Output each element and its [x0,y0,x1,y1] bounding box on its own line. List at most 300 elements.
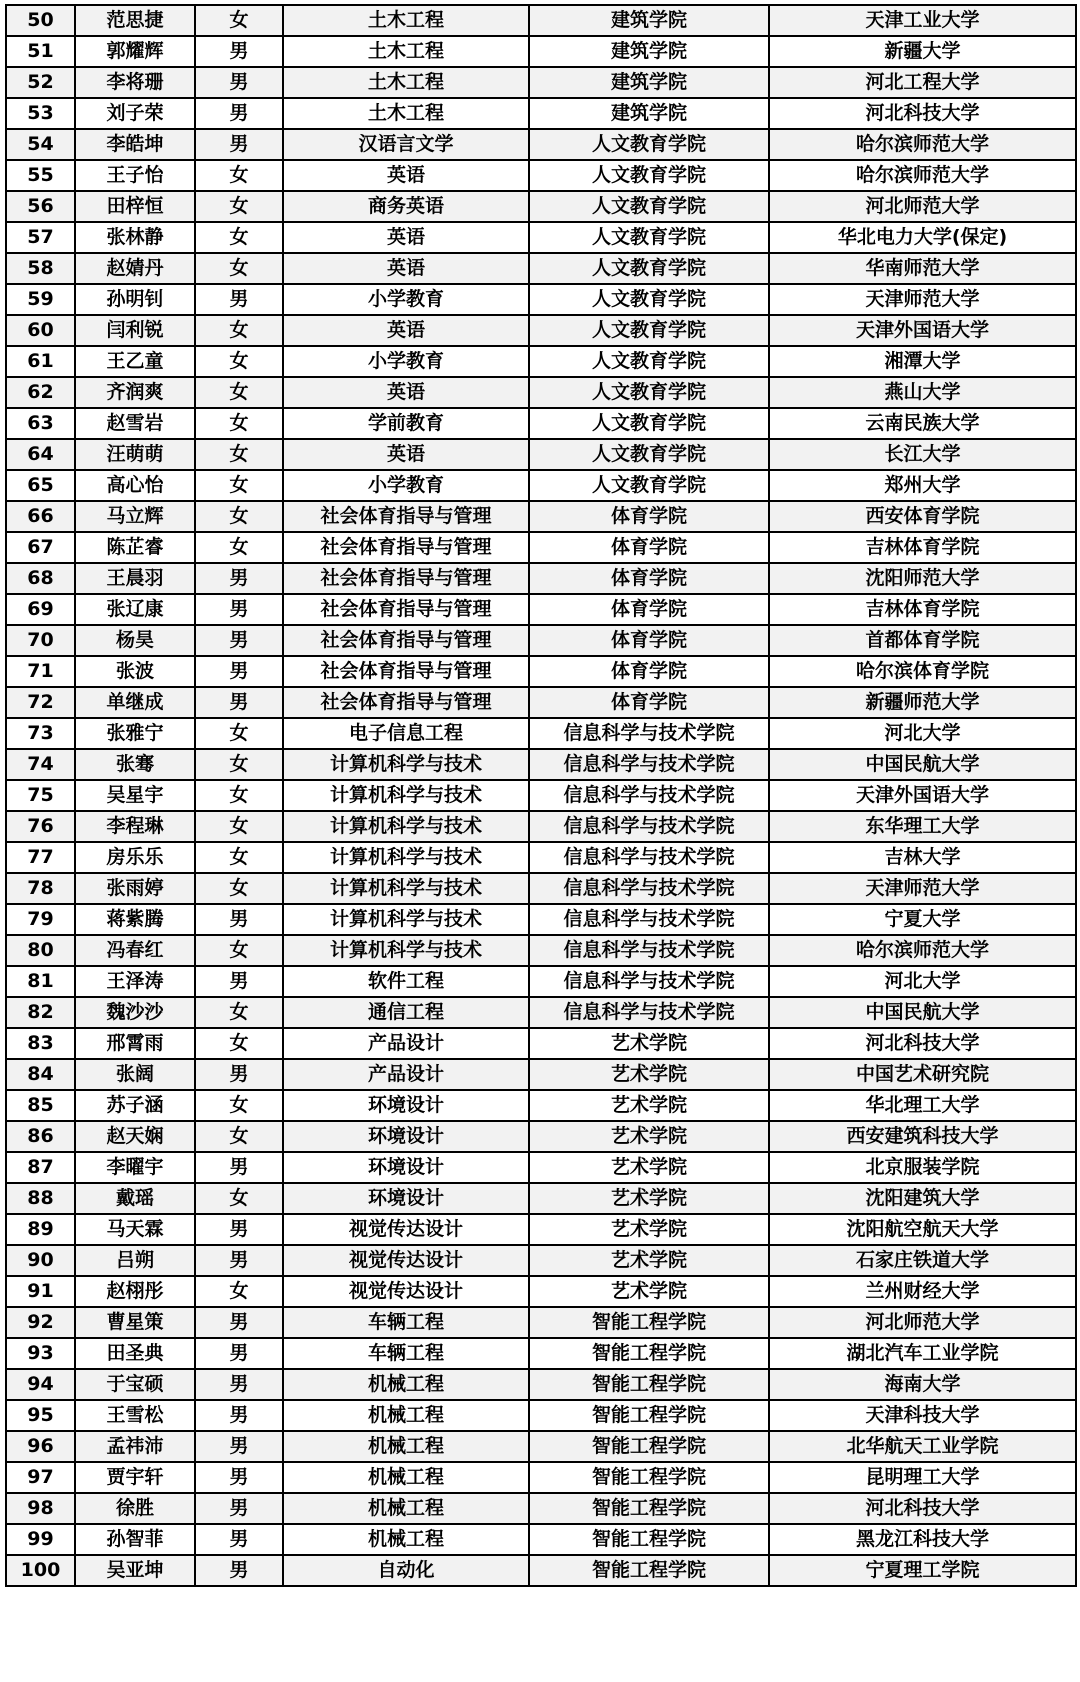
row-number-cell: 87 [6,1152,75,1183]
row-number-cell: 97 [6,1462,75,1493]
gender-cell: 男 [195,129,283,160]
college-cell: 建筑学院 [529,98,769,129]
college-cell: 信息科学与技术学院 [529,873,769,904]
gender-cell: 男 [195,904,283,935]
row-number-cell: 94 [6,1369,75,1400]
gender-cell: 女 [195,377,283,408]
student-name-cell: 王雪松 [75,1400,195,1431]
college-cell: 信息科学与技术学院 [529,780,769,811]
admitted-school-cell: 中国民航大学 [769,997,1076,1028]
student-name-cell: 张雨婷 [75,873,195,904]
college-cell: 人文教育学院 [529,470,769,501]
row-number-cell: 71 [6,656,75,687]
student-name-cell: 吕朔 [75,1245,195,1276]
row-number-cell: 50 [6,5,75,36]
admitted-school-cell: 宁夏理工学院 [769,1555,1076,1586]
admitted-school-cell: 石家庄铁道大学 [769,1245,1076,1276]
row-number-cell: 99 [6,1524,75,1555]
admitted-school-cell: 吉林体育学院 [769,532,1076,563]
major-cell: 产品设计 [283,1028,529,1059]
college-cell: 人文教育学院 [529,191,769,222]
college-cell: 建筑学院 [529,5,769,36]
college-cell: 智能工程学院 [529,1369,769,1400]
major-cell: 小学教育 [283,346,529,377]
gender-cell: 男 [195,1369,283,1400]
major-cell: 社会体育指导与管理 [283,687,529,718]
student-name-cell: 高心怡 [75,470,195,501]
student-name-cell: 冯春红 [75,935,195,966]
major-cell: 计算机科学与技术 [283,935,529,966]
student-name-cell: 张骞 [75,749,195,780]
major-cell: 商务英语 [283,191,529,222]
admitted-school-cell: 海南大学 [769,1369,1076,1400]
college-cell: 信息科学与技术学院 [529,904,769,935]
college-cell: 体育学院 [529,687,769,718]
table-row [6,563,1076,594]
student-name-cell: 赵天娴 [75,1121,195,1152]
gender-cell: 女 [195,501,283,532]
gender-cell: 女 [195,408,283,439]
student-name-cell: 王泽涛 [75,966,195,997]
college-cell: 智能工程学院 [529,1400,769,1431]
table-row [6,904,1076,935]
admitted-school-cell: 湖北汽车工业学院 [769,1338,1076,1369]
major-cell: 小学教育 [283,470,529,501]
gender-cell: 女 [195,222,283,253]
table-row [6,1090,1076,1121]
table-row [6,966,1076,997]
row-number-cell: 100 [6,1555,75,1586]
college-cell: 智能工程学院 [529,1462,769,1493]
row-number-cell: 82 [6,997,75,1028]
admitted-school-cell: 吉林体育学院 [769,594,1076,625]
major-cell: 计算机科学与技术 [283,873,529,904]
major-cell: 英语 [283,377,529,408]
row-number-cell: 79 [6,904,75,935]
row-number-cell: 80 [6,935,75,966]
student-name-cell: 于宝硕 [75,1369,195,1400]
major-cell: 自动化 [283,1555,529,1586]
admitted-school-cell: 河北大学 [769,966,1076,997]
table-row [6,1152,1076,1183]
student-name-cell: 张林静 [75,222,195,253]
major-cell: 社会体育指导与管理 [283,625,529,656]
admitted-school-cell: 河北科技大学 [769,98,1076,129]
admitted-school-cell: 河北科技大学 [769,1493,1076,1524]
major-cell: 社会体育指导与管理 [283,656,529,687]
major-cell: 环境设计 [283,1183,529,1214]
admitted-school-cell: 昆明理工大学 [769,1462,1076,1493]
gender-cell: 男 [195,67,283,98]
student-name-cell: 孙明钊 [75,284,195,315]
gender-cell: 女 [195,1028,283,1059]
gender-cell: 女 [195,1090,283,1121]
admitted-school-cell: 哈尔滨体育学院 [769,656,1076,687]
student-name-cell: 李程琳 [75,811,195,842]
student-name-cell: 汪萌萌 [75,439,195,470]
college-cell: 体育学院 [529,501,769,532]
admitted-school-cell: 北京服装学院 [769,1152,1076,1183]
student-name-cell: 吴亚坤 [75,1555,195,1586]
college-cell: 艺术学院 [529,1183,769,1214]
major-cell: 通信工程 [283,997,529,1028]
student-name-cell: 曹星策 [75,1307,195,1338]
admitted-school-cell: 哈尔滨师范大学 [769,129,1076,160]
college-cell: 艺术学院 [529,1121,769,1152]
row-number-cell: 77 [6,842,75,873]
row-number-cell: 57 [6,222,75,253]
table-row [6,1121,1076,1152]
admitted-school-cell: 天津外国语大学 [769,780,1076,811]
major-cell: 环境设计 [283,1152,529,1183]
table-row [6,1524,1076,1555]
table-row [6,1555,1076,1586]
major-cell: 机械工程 [283,1400,529,1431]
table-row [6,346,1076,377]
table-row [6,1431,1076,1462]
table-row [6,749,1076,780]
student-name-cell: 房乐乐 [75,842,195,873]
row-number-cell: 84 [6,1059,75,1090]
row-number-cell: 90 [6,1245,75,1276]
row-number-cell: 95 [6,1400,75,1431]
row-number-cell: 85 [6,1090,75,1121]
admitted-school-cell: 郑州大学 [769,470,1076,501]
row-number-cell: 51 [6,36,75,67]
student-name-cell: 杨昊 [75,625,195,656]
college-cell: 艺术学院 [529,1245,769,1276]
table-row [6,935,1076,966]
table-row [6,811,1076,842]
college-cell: 艺术学院 [529,1214,769,1245]
student-name-cell: 苏子涵 [75,1090,195,1121]
admitted-school-cell: 中国民航大学 [769,749,1076,780]
admitted-school-cell: 新疆大学 [769,36,1076,67]
student-name-cell: 马天霖 [75,1214,195,1245]
row-number-cell: 54 [6,129,75,160]
student-name-cell: 王晨羽 [75,563,195,594]
major-cell: 计算机科学与技术 [283,904,529,935]
college-cell: 体育学院 [529,563,769,594]
row-number-cell: 55 [6,160,75,191]
row-number-cell: 83 [6,1028,75,1059]
student-name-cell: 郭耀辉 [75,36,195,67]
row-number-cell: 64 [6,439,75,470]
major-cell: 社会体育指导与管理 [283,563,529,594]
gender-cell: 女 [195,1276,283,1307]
admitted-school-cell: 黑龙江科技大学 [769,1524,1076,1555]
table-row [6,408,1076,439]
major-cell: 机械工程 [283,1462,529,1493]
row-number-cell: 92 [6,1307,75,1338]
admitted-school-cell: 华南师范大学 [769,253,1076,284]
table-row [6,191,1076,222]
major-cell: 土木工程 [283,98,529,129]
admitted-school-cell: 华北理工大学 [769,1090,1076,1121]
student-name-cell: 马立辉 [75,501,195,532]
major-cell: 汉语言文学 [283,129,529,160]
student-name-cell: 单继成 [75,687,195,718]
major-cell: 计算机科学与技术 [283,749,529,780]
student-name-cell: 徐胜 [75,1493,195,1524]
row-number-cell: 78 [6,873,75,904]
row-number-cell: 93 [6,1338,75,1369]
table-row [6,1338,1076,1369]
gender-cell: 男 [195,1307,283,1338]
admitted-school-cell: 湘潭大学 [769,346,1076,377]
student-name-cell: 田圣典 [75,1338,195,1369]
gender-cell: 男 [195,1493,283,1524]
gender-cell: 女 [195,253,283,284]
major-cell: 英语 [283,315,529,346]
gender-cell: 女 [195,5,283,36]
college-cell: 艺术学院 [529,1152,769,1183]
major-cell: 英语 [283,160,529,191]
gender-cell: 男 [195,36,283,67]
gender-cell: 女 [195,191,283,222]
gender-cell: 男 [195,284,283,315]
gender-cell: 男 [195,1152,283,1183]
major-cell: 计算机科学与技术 [283,842,529,873]
gender-cell: 女 [195,532,283,563]
table-row [6,284,1076,315]
major-cell: 机械工程 [283,1369,529,1400]
table-row [6,1059,1076,1090]
gender-cell: 男 [195,1059,283,1090]
table-row [6,470,1076,501]
admitted-school-cell: 河北科技大学 [769,1028,1076,1059]
gender-cell: 男 [195,98,283,129]
row-number-cell: 96 [6,1431,75,1462]
table-row [6,687,1076,718]
college-cell: 智能工程学院 [529,1431,769,1462]
admitted-school-cell: 天津师范大学 [769,284,1076,315]
college-cell: 人文教育学院 [529,284,769,315]
college-cell: 建筑学院 [529,36,769,67]
row-number-cell: 53 [6,98,75,129]
college-cell: 信息科学与技术学院 [529,997,769,1028]
row-number-cell: 59 [6,284,75,315]
row-number-cell: 89 [6,1214,75,1245]
row-number-cell: 74 [6,749,75,780]
gender-cell: 男 [195,656,283,687]
major-cell: 机械工程 [283,1524,529,1555]
college-cell: 人文教育学院 [529,222,769,253]
admitted-school-cell: 首都体育学院 [769,625,1076,656]
college-cell: 人文教育学院 [529,408,769,439]
admitted-school-cell: 西安建筑科技大学 [769,1121,1076,1152]
major-cell: 机械工程 [283,1493,529,1524]
student-name-cell: 张雅宁 [75,718,195,749]
student-name-cell: 陈芷睿 [75,532,195,563]
table-row [6,315,1076,346]
table-row [6,1028,1076,1059]
row-number-cell: 60 [6,315,75,346]
row-number-cell: 70 [6,625,75,656]
table-row [6,1307,1076,1338]
major-cell: 计算机科学与技术 [283,780,529,811]
admitted-school-cell: 中国艺术研究院 [769,1059,1076,1090]
table-row [6,1462,1076,1493]
major-cell: 环境设计 [283,1121,529,1152]
table-row [6,997,1076,1028]
admitted-school-cell: 东华理工大学 [769,811,1076,842]
gender-cell: 男 [195,1400,283,1431]
student-name-cell: 魏沙沙 [75,997,195,1028]
admitted-school-cell: 华北电力大学(保定) [769,222,1076,253]
row-number-cell: 62 [6,377,75,408]
college-cell: 信息科学与技术学院 [529,749,769,780]
college-cell: 艺术学院 [529,1090,769,1121]
student-name-cell: 张波 [75,656,195,687]
student-name-cell: 孟祎沛 [75,1431,195,1462]
major-cell: 英语 [283,222,529,253]
table-row [6,160,1076,191]
student-name-cell: 邢霄雨 [75,1028,195,1059]
student-name-cell: 齐润爽 [75,377,195,408]
table-row [6,222,1076,253]
row-number-cell: 86 [6,1121,75,1152]
student-name-cell: 孙智菲 [75,1524,195,1555]
college-cell: 人文教育学院 [529,377,769,408]
major-cell: 土木工程 [283,67,529,98]
admitted-school-cell: 河北师范大学 [769,191,1076,222]
college-cell: 人文教育学院 [529,160,769,191]
major-cell: 机械工程 [283,1431,529,1462]
gender-cell: 男 [195,1338,283,1369]
table-row [6,1183,1076,1214]
row-number-cell: 91 [6,1276,75,1307]
major-cell: 电子信息工程 [283,718,529,749]
admitted-school-cell: 长江大学 [769,439,1076,470]
student-name-cell: 赵栩彤 [75,1276,195,1307]
college-cell: 艺术学院 [529,1276,769,1307]
table-row [6,656,1076,687]
row-number-cell: 76 [6,811,75,842]
table-row [6,377,1076,408]
college-cell: 人文教育学院 [529,346,769,377]
admitted-school-cell: 吉林大学 [769,842,1076,873]
table-row [6,718,1076,749]
table-row [6,501,1076,532]
table-row [6,253,1076,284]
table-row [6,439,1076,470]
college-cell: 智能工程学院 [529,1307,769,1338]
gender-cell: 男 [195,1431,283,1462]
row-number-cell: 81 [6,966,75,997]
gender-cell: 男 [195,625,283,656]
college-cell: 艺术学院 [529,1059,769,1090]
row-number-cell: 67 [6,532,75,563]
college-cell: 智能工程学院 [529,1555,769,1586]
table-row [6,67,1076,98]
admitted-school-cell: 沈阳师范大学 [769,563,1076,594]
student-name-cell: 贾宇轩 [75,1462,195,1493]
college-cell: 体育学院 [529,532,769,563]
row-number-cell: 61 [6,346,75,377]
student-name-cell: 张辽康 [75,594,195,625]
row-number-cell: 66 [6,501,75,532]
student-name-cell: 吴星宇 [75,780,195,811]
major-cell: 学前教育 [283,408,529,439]
admitted-school-cell: 新疆师范大学 [769,687,1076,718]
major-cell: 视觉传达设计 [283,1214,529,1245]
table-row [6,1214,1076,1245]
gender-cell: 女 [195,439,283,470]
student-name-cell: 张阔 [75,1059,195,1090]
table-row [6,129,1076,160]
table-row [6,36,1076,67]
row-number-cell: 88 [6,1183,75,1214]
gender-cell: 女 [195,315,283,346]
major-cell: 英语 [283,439,529,470]
major-cell: 社会体育指导与管理 [283,532,529,563]
student-name-cell: 李曜宇 [75,1152,195,1183]
table-row [6,780,1076,811]
major-cell: 车辆工程 [283,1307,529,1338]
student-name-cell: 田梓恒 [75,191,195,222]
college-cell: 信息科学与技术学院 [529,935,769,966]
admitted-school-cell: 西安体育学院 [769,501,1076,532]
college-cell: 信息科学与技术学院 [529,966,769,997]
roster-table-body [6,5,1076,1586]
gender-cell: 女 [195,160,283,191]
table-row [6,5,1076,36]
admitted-school-cell: 云南民族大学 [769,408,1076,439]
major-cell: 产品设计 [283,1059,529,1090]
college-cell: 体育学院 [529,594,769,625]
college-cell: 人文教育学院 [529,129,769,160]
gender-cell: 女 [195,780,283,811]
college-cell: 信息科学与技术学院 [529,718,769,749]
table-row [6,594,1076,625]
student-name-cell: 王子怡 [75,160,195,191]
admitted-school-cell: 天津工业大学 [769,5,1076,36]
college-cell: 体育学院 [529,625,769,656]
admitted-school-cell: 河北工程大学 [769,67,1076,98]
row-number-cell: 72 [6,687,75,718]
gender-cell: 女 [195,749,283,780]
college-cell: 人文教育学院 [529,439,769,470]
row-number-cell: 52 [6,67,75,98]
admitted-school-cell: 哈尔滨师范大学 [769,935,1076,966]
admitted-school-cell: 北华航天工业学院 [769,1431,1076,1462]
table-row [6,1245,1076,1276]
gender-cell: 女 [195,873,283,904]
row-number-cell: 73 [6,718,75,749]
row-number-cell: 58 [6,253,75,284]
student-name-cell: 赵雪岩 [75,408,195,439]
row-number-cell: 68 [6,563,75,594]
gender-cell: 女 [195,842,283,873]
college-cell: 信息科学与技术学院 [529,811,769,842]
student-name-cell: 蒋紫腾 [75,904,195,935]
major-cell: 土木工程 [283,5,529,36]
admitted-school-cell: 沈阳建筑大学 [769,1183,1076,1214]
table-row [6,532,1076,563]
student-name-cell: 李将珊 [75,67,195,98]
major-cell: 车辆工程 [283,1338,529,1369]
table-row [6,98,1076,129]
college-cell: 信息科学与技术学院 [529,842,769,873]
student-name-cell: 刘子荣 [75,98,195,129]
gender-cell: 女 [195,997,283,1028]
major-cell: 小学教育 [283,284,529,315]
major-cell: 英语 [283,253,529,284]
major-cell: 计算机科学与技术 [283,811,529,842]
table-row [6,873,1076,904]
gender-cell: 男 [195,594,283,625]
